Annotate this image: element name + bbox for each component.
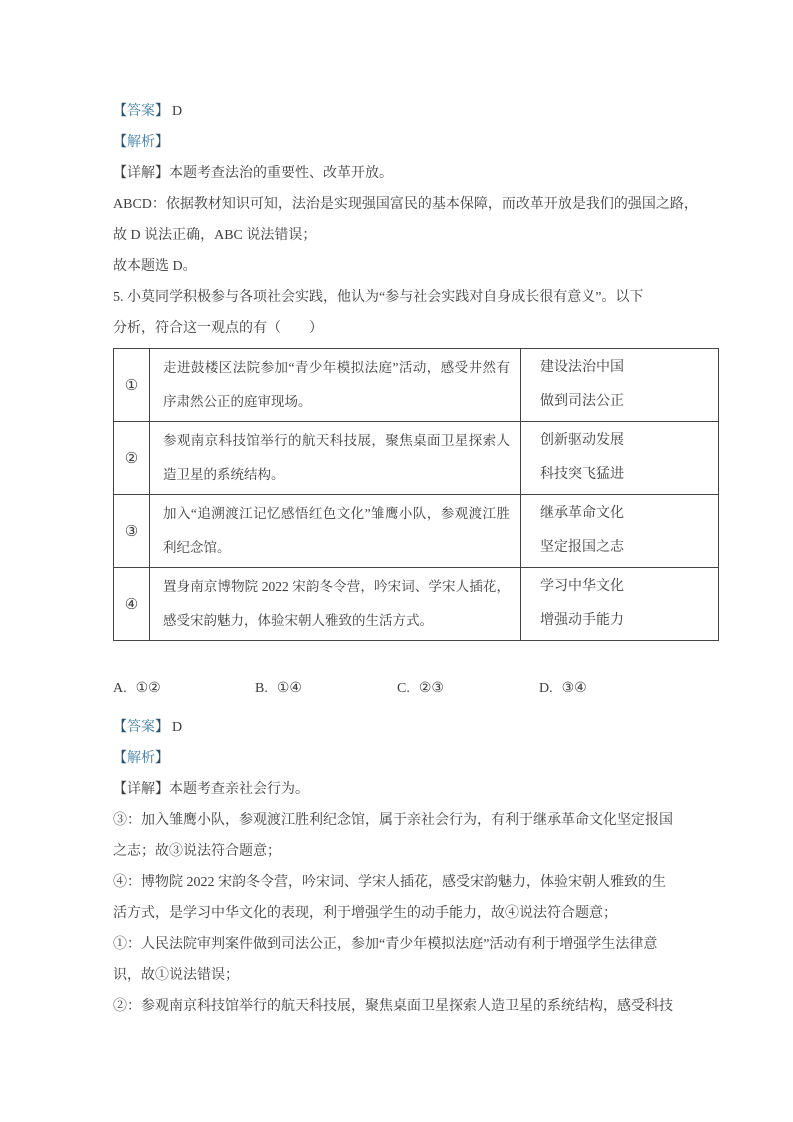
analysis-bracket-close: 】: [155, 135, 169, 150]
explanation-line: ABCD：依据教材知识可知，法治是实现强国富民的基本保障，而改革开放是我们的强国之路，: [113, 197, 698, 212]
answer-label: 答案: [127, 720, 155, 735]
analysis-bracket-open: 【: [113, 751, 127, 766]
row-number: ④: [114, 568, 150, 641]
answer-value: D: [172, 720, 183, 735]
answer-bracket-close: 】: [155, 104, 169, 119]
row-meaning-cell: [521, 349, 719, 422]
option-c: [397, 673, 539, 704]
option-b: [255, 673, 397, 704]
option-value: ②③: [418, 681, 444, 696]
option-label: C.: [397, 681, 410, 696]
answer-label: 答案: [127, 104, 155, 119]
analysis-line: [113, 743, 689, 774]
option-value: ①②: [135, 681, 161, 696]
row-activity-cell: [150, 568, 521, 641]
row-meaning-cell: [521, 422, 719, 495]
detail-text: 本题考查法治的重要性、改革开放。: [169, 166, 393, 181]
analysis-bracket-close: 】: [155, 751, 169, 766]
row-activity-text: 走进鼓楼区法院参加“青少年模拟法庭”活动，感受井然有序肃然公正的庭审现场。: [163, 360, 510, 409]
analysis-label: 解析: [127, 751, 155, 766]
row-number: ①: [114, 349, 150, 422]
option-value: ③④: [561, 681, 587, 696]
row-meaning-line: 学习中华文化: [540, 579, 624, 594]
detail-bracket-close: 】: [155, 166, 169, 181]
row-number: ③: [114, 495, 150, 568]
answer-line: [113, 96, 689, 127]
solution-q5-block: [113, 712, 689, 1022]
explanation-line: ④：博物院 2022 宋韵冬令营，吟宋词、学宋人插花，感受宋韵魅力，体验宋朝人雅致的生: [113, 875, 666, 890]
explanation-line: ①：人民法院审判案件做到司法公正，参加“青少年模拟法庭”活动有利于增强学生法律意: [113, 937, 658, 952]
option-label: A.: [113, 681, 127, 696]
option-d: [539, 673, 587, 704]
row-activity-cell: [150, 349, 521, 422]
row-meaning-line: 科技突飞猛进: [540, 467, 624, 482]
row-number: ②: [114, 422, 150, 495]
explanation-line: 故本题选 D。: [113, 259, 197, 274]
detail-text: 本题考查亲社会行为。: [169, 782, 309, 797]
row-meaning-line: 增强动手能力: [540, 613, 624, 628]
explanation-line: ②：参观南京科技馆举行的航天科技展，聚焦桌面卫星探索人造卫星的系统结构，感受科技: [113, 999, 673, 1014]
detail-label: 详解: [127, 166, 155, 181]
option-label: D.: [539, 681, 553, 696]
option-label: B.: [255, 681, 268, 696]
table-row: [114, 349, 719, 422]
answer-line: [113, 712, 689, 743]
table-row: [114, 568, 719, 641]
question5-stem-line: 分析，符合这一观点的有（ ）: [113, 321, 323, 336]
analysis-label: 解析: [127, 135, 155, 150]
row-meaning-cell: [521, 568, 719, 641]
explanation-line: ③：加入雏鹰小队，参观渡江胜利纪念馆，属于亲社会行为，有利于继承革命文化坚定报国: [113, 813, 673, 828]
explanation-line: 识，故①说法错误；: [113, 968, 239, 983]
explanation-line: 故 D 说法正确，ABC 说法错误；: [113, 228, 317, 243]
row-meaning-line: 坚定报国之志: [540, 540, 624, 555]
table-row: [114, 495, 719, 568]
option-value: ①④: [276, 681, 302, 696]
detail-bracket-open: 【: [113, 166, 127, 181]
row-activity-text: 参观南京科技馆举行的航天科技展，聚焦桌面卫星探索人造卫星的系统结构。: [163, 433, 510, 482]
row-meaning-line: 创新驱动发展: [540, 433, 624, 448]
answer-bracket-close: 】: [155, 720, 169, 735]
detail-bracket-open: 【: [113, 782, 127, 797]
row-meaning-line: 做到司法公正: [540, 394, 624, 409]
row-meaning-line: 继承革命文化: [540, 506, 624, 521]
row-activity-text: 置身南京博物院 2022 宋韵冬令营，吟宋词、学宋人插花，感受宋韵魅力，体验宋朝人雅致的生活方式。: [163, 579, 510, 628]
row-activity-cell: [150, 495, 521, 568]
solution-q4-block: [113, 96, 698, 282]
question5-stem: [113, 282, 689, 344]
row-meaning-line: 建设法治中国: [540, 360, 624, 375]
detail-line: [113, 774, 689, 805]
detail-line: [113, 158, 689, 189]
row-activity-text: 加入“追溯渡江记忆感悟红色文化”雏鹰小队，参观渡江胜利纪念馆。: [163, 506, 510, 555]
question5-table: [113, 348, 719, 641]
detail-label: 详解: [127, 782, 155, 797]
detail-bracket-close: 】: [155, 782, 169, 797]
answer-value: D: [172, 104, 183, 119]
row-meaning-cell: [521, 495, 719, 568]
answer-bracket-open: 【: [113, 720, 127, 735]
question5-stem-line: 5. 小莫同学积极参与各项社会实践，他认为“参与社会实践对自身成长很有意义”。以下: [113, 290, 644, 305]
explanation-line: 之志；故③说法符合题意；: [113, 844, 281, 859]
analysis-bracket-open: 【: [113, 135, 127, 150]
row-activity-cell: [150, 422, 521, 495]
table-row: [114, 422, 719, 495]
analysis-line: [113, 127, 689, 158]
explanation-line: 活方式，是学习中华文化的表现，利于增强学生的动手能力，故④说法符合题意；: [113, 906, 617, 921]
document-content: [113, 96, 698, 1022]
question5-options: [113, 673, 689, 704]
answer-bracket-open: 【: [113, 104, 127, 119]
option-a: [113, 673, 255, 704]
